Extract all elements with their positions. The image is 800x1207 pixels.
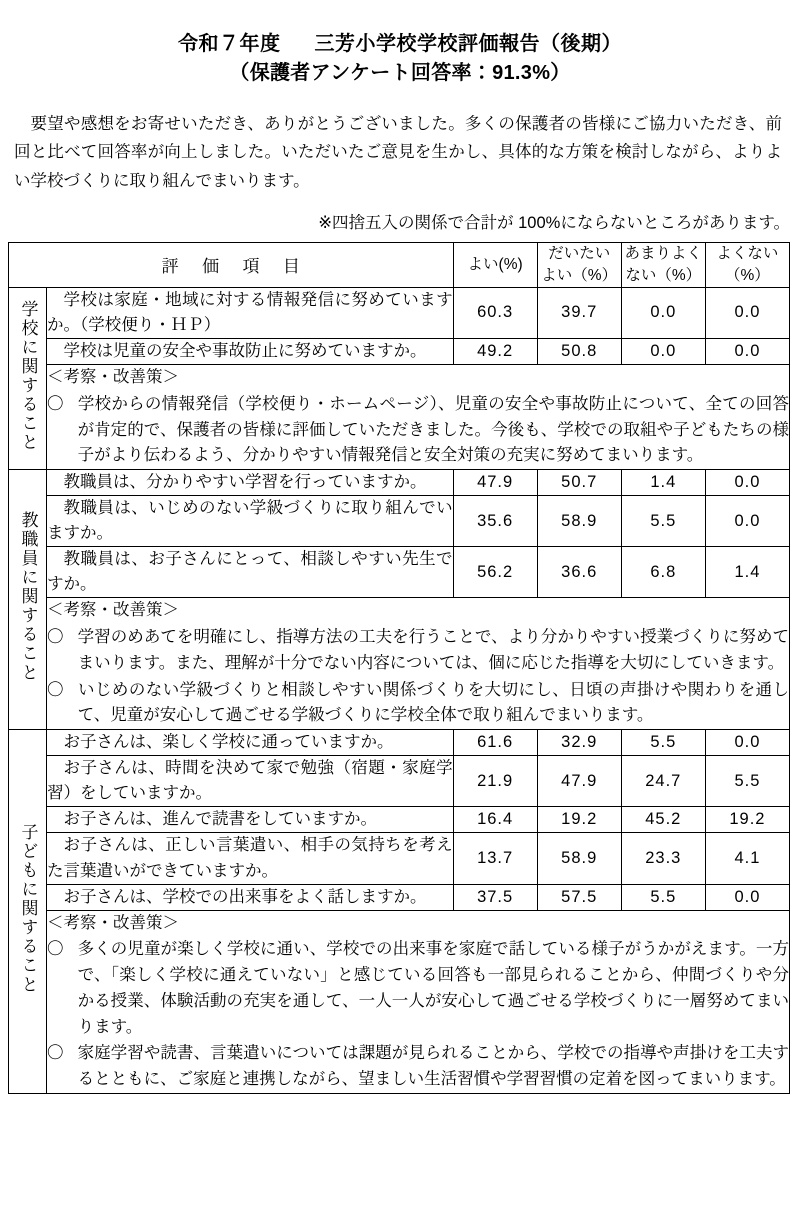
percent-value-1: 47.9	[453, 470, 537, 496]
percent-value-3: 1.4	[621, 470, 705, 496]
header-col-good	[453, 242, 537, 287]
percent-value-1: 56.2	[453, 547, 537, 598]
table-row	[9, 496, 790, 547]
header-col-not-very-good-l1: あまりよく	[624, 244, 703, 262]
section-side-label-text: 教職員に関すること	[18, 511, 38, 683]
commentary-item-text: いじめのない学級づくりと相談しやすい関係づくりを大切にし、日頃の声掛けや関わりを通して、児童が安心して過ごせる学級づくりに学校全体で取り組んでまいります。	[77, 680, 789, 725]
title-year: 令和７年度	[178, 33, 281, 55]
question-text: お子さんは、楽しく学校に通っていますか。	[47, 730, 454, 756]
header-item: 評 価 項 目	[9, 242, 454, 287]
section-side-label	[9, 470, 47, 730]
commentary-heading: ＜考察・改善策＞	[47, 601, 180, 620]
commentary-row	[9, 598, 790, 730]
percent-value-4: 0.0	[705, 496, 789, 547]
circle-bullet-icon: 〇	[47, 1044, 64, 1063]
percent-value-1: 49.2	[453, 339, 537, 365]
percent-value-1: 37.5	[453, 884, 537, 910]
percent-value-2: 19.2	[537, 807, 621, 833]
circle-bullet-icon: 〇	[47, 628, 64, 647]
question-text: お子さんは、時間を決めて家で勉強（宿題・家庭学習）をしていますか。	[47, 756, 454, 807]
percent-value-4: 0.0	[705, 884, 789, 910]
percent-value-1: 35.6	[453, 496, 537, 547]
section-side-label-text: 子どもに関すること	[18, 823, 38, 995]
percent-value-4: 0.0	[705, 287, 789, 338]
table-row	[9, 884, 790, 910]
table-row	[9, 287, 790, 338]
header-col-not-very-good	[621, 242, 705, 287]
header-col-good-label: よい(%)	[467, 255, 523, 273]
header-col-mostly-good	[537, 242, 621, 287]
percent-value-1: 21.9	[453, 756, 537, 807]
commentary-item-text: 学習のめあてを明確にし、指導方法の工夫を行うことで、より分かりやすい授業づくりに努めてまいります。また、理解が十分でない内容については、個に応じた指導を大切にしていきます。	[77, 628, 789, 672]
commentary-item-text: 学校からの情報発信（学校便り・ホームページ）、児童の安全や事故防止について、全ての回答が肯定的で、保護者の皆様に評価していただきました。今後も、学校での取組や子どもたちの様子がより伝わるよう、分かりやすい情報発信と安全対策の充実に努めてまいります。	[77, 394, 789, 465]
title-line-1	[0, 30, 800, 59]
percent-value-3: 45.2	[621, 807, 705, 833]
percent-value-4: 0.0	[705, 730, 789, 756]
circle-bullet-icon: 〇	[47, 680, 64, 699]
table-row	[9, 547, 790, 598]
commentary-row	[9, 910, 790, 1093]
circle-bullet-icon: 〇	[47, 394, 64, 413]
percent-value-4: 4.1	[705, 833, 789, 884]
header-col-bad	[705, 242, 789, 287]
question-text: 教職員は、お子さんにとって、相談しやすい先生ですか。	[47, 547, 454, 598]
percent-value-4: 1.4	[705, 547, 789, 598]
commentary-item	[47, 1041, 789, 1092]
percent-value-2: 32.9	[537, 730, 621, 756]
header-col-bad-l1: よくない	[716, 244, 779, 262]
percent-value-3: 5.5	[621, 884, 705, 910]
percent-value-3: 5.5	[621, 730, 705, 756]
percent-value-4: 19.2	[705, 807, 789, 833]
header-row	[9, 242, 790, 287]
percent-value-2: 47.9	[537, 756, 621, 807]
commentary-cell	[47, 598, 790, 730]
table-header	[9, 242, 790, 287]
percent-value-1: 16.4	[453, 807, 537, 833]
section-side-label	[9, 287, 47, 469]
rounding-note: ※四捨五入の関係で合計が 100%にならないところがあります。	[318, 214, 790, 233]
percent-value-2: 50.8	[537, 339, 621, 365]
table-row	[9, 730, 790, 756]
header-col-mostly-good-l1: だいたい	[548, 244, 611, 262]
percent-value-4: 0.0	[705, 470, 789, 496]
question-text: お子さんは、学校での出来事をよく話しますか。	[47, 884, 454, 910]
header-col-mostly-good-l2: よい（%）	[541, 266, 618, 284]
percent-value-2: 58.9	[537, 496, 621, 547]
page-title	[0, 0, 800, 88]
commentary-row	[9, 365, 790, 470]
question-text: お子さんは、正しい言葉遣い、相手の気持ちを考えた言葉遣いができていますか。	[47, 833, 454, 884]
question-text: 教職員は、いじめのない学級づくりに取り組んでいますか。	[47, 496, 454, 547]
table-row	[9, 470, 790, 496]
percent-value-3: 6.8	[621, 547, 705, 598]
header-col-not-very-good-l2: ない（%）	[625, 266, 702, 284]
question-text: お子さんは、進んで読書をしていますか。	[47, 807, 454, 833]
question-text: 学校は家庭・地域に対する情報発信に努めていますか。（学校便り・ＨＰ）	[47, 287, 454, 338]
commentary-item	[47, 937, 789, 1040]
percent-value-1: 60.3	[453, 287, 537, 338]
percent-value-1: 61.6	[453, 730, 537, 756]
question-text: 学校は児童の安全や事故防止に努めていますか。	[47, 339, 454, 365]
commentary-cell	[47, 910, 790, 1093]
percent-value-3: 24.7	[621, 756, 705, 807]
commentary-heading: ＜考察・改善策＞	[47, 368, 180, 387]
question-text: 教職員は、分かりやすい学習を行っていますか。	[47, 470, 454, 496]
commentary-item-text: 多くの児童が楽しく学校に通い、学校での出来事を家庭で話している様子がうかがえます。一方で、「楽しく学校に通えていない」と感じている回答も一部見られることから、仲間づくりや分かる授業、体験活動の充実を通して、一人一人が安心して過ごせる学校づくりに一層努めてまいります。	[77, 940, 789, 1036]
commentary-item	[47, 625, 789, 676]
percent-value-4: 0.0	[705, 339, 789, 365]
table-row	[9, 756, 790, 807]
percent-value-2: 36.6	[537, 547, 621, 598]
title-main: 三芳小学校学校評価報告（後期）	[314, 33, 622, 55]
percent-value-2: 39.7	[537, 287, 621, 338]
percent-value-3: 5.5	[621, 496, 705, 547]
percent-value-4: 5.5	[705, 756, 789, 807]
percent-value-1: 13.7	[453, 833, 537, 884]
circle-bullet-icon: 〇	[47, 940, 64, 959]
table-row	[9, 833, 790, 884]
percent-value-3: 0.0	[621, 339, 705, 365]
intro-paragraph: 要望や感想をお寄せいただき、ありがとうございました。多くの保護者の皆様にご協力いただき、前回と比べて回答率が向上しました。いただいたご意見を生かし、具体的な方策を検討しながら、よりよい学校づくりに取り組んでまいります。	[14, 115, 782, 190]
table-row	[9, 807, 790, 833]
commentary-cell	[47, 365, 790, 470]
commentary-item-text: 家庭学習や読書、言葉遣いについては課題が見られることから、学校での指導や声掛けを工夫するとともに、ご家庭と連携しながら、望ましい生活習慣や学習習慣の定着を図ってまいります。	[77, 1044, 789, 1089]
commentary-item	[47, 678, 789, 729]
commentary-item	[47, 392, 789, 469]
percent-value-2: 50.7	[537, 470, 621, 496]
percent-value-3: 23.3	[621, 833, 705, 884]
percent-value-2: 57.5	[537, 884, 621, 910]
percent-value-2: 58.9	[537, 833, 621, 884]
section-side-label	[9, 730, 47, 1094]
percent-value-3: 0.0	[621, 287, 705, 338]
table-row	[9, 339, 790, 365]
evaluation-table	[8, 242, 790, 1094]
section-side-label-text: 学校に関すること	[18, 299, 38, 453]
commentary-heading: ＜考察・改善策＞	[47, 913, 180, 932]
table-body	[9, 287, 790, 1093]
header-col-bad-l2: （%）	[725, 266, 770, 284]
title-line-2: （保護者アンケート回答率：91.3%）	[229, 62, 571, 84]
